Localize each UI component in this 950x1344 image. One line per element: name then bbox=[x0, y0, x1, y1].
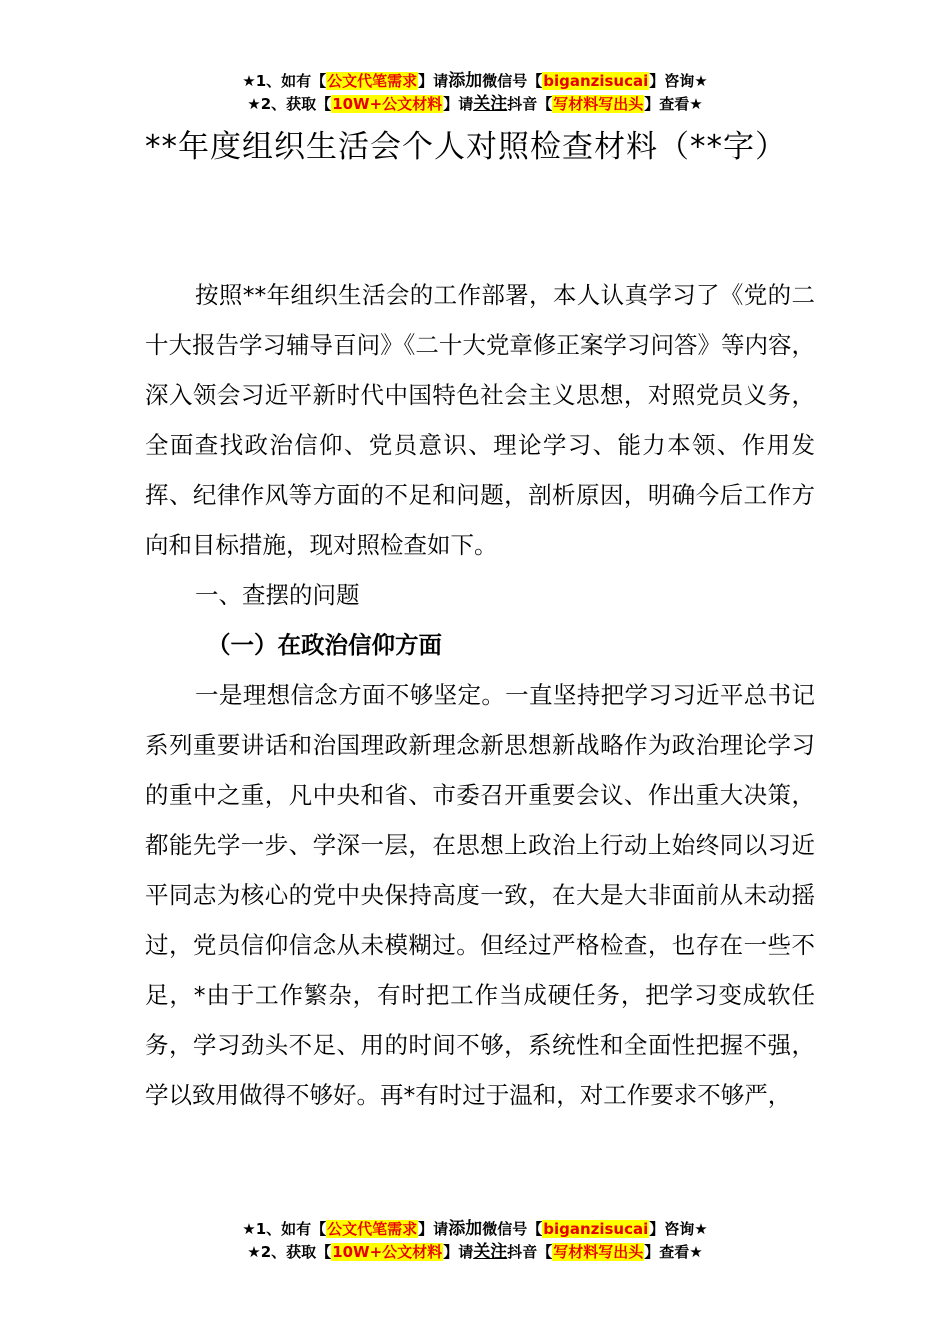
promo-emphasis: 关注 bbox=[473, 94, 508, 114]
promo-highlight: 公文代笔需求 bbox=[327, 72, 418, 90]
promo-text: 微信号【 bbox=[482, 72, 543, 90]
body-paragraph: 一是理想信念方面不够坚定。一直坚持把学习习近平总书记系列重要讲话和治国理政新理念新思想新战略作为政治理论学习的重中之重，凡中央和省、市委召开重要会议、作出重大决策，都能先学一步、学深一层，在思想上政治上行动上始终同以习近平同志为核心的党中央保持高度一致，在大是大非面前从未动摇过，党员信仰信念从未模糊过。但经过严格检查，也存在一些不足，*由于工作繁杂，有时把工作当成硬任务，把学习变成软任务，学习劲头不足、用的时间不够，系统性和全面性把握不强，学以致用做得不够好。再*有时过于温和，对工作要求不够严， bbox=[145, 681, 815, 1109]
subsection-heading: （一）在政治信仰方面 bbox=[207, 631, 442, 659]
promo-text: 】请 bbox=[418, 1220, 449, 1238]
promo-line-2 bbox=[0, 1241, 950, 1264]
promo-text: 抖音【 bbox=[507, 1243, 553, 1261]
promo-text: 】查看★ bbox=[644, 95, 703, 113]
promo-text: 抖音【 bbox=[507, 95, 553, 113]
promo-banner-bottom bbox=[0, 1218, 950, 1264]
promo-highlight-wechat-id: biganzisucai bbox=[543, 1220, 649, 1238]
promo-line-1 bbox=[0, 1218, 950, 1241]
promo-highlight-douyin-id: 写材料写出头 bbox=[553, 95, 644, 113]
promo-highlight-wechat-id: biganzisucai bbox=[543, 72, 649, 90]
promo-text: 】咨询★ bbox=[649, 1220, 708, 1238]
promo-highlight: 10W+公文材料 bbox=[332, 1243, 443, 1261]
promo-text: 】请 bbox=[418, 72, 449, 90]
promo-text: 】请 bbox=[443, 1243, 474, 1261]
promo-banner-top bbox=[0, 70, 950, 116]
promo-highlight-douyin-id: 写材料写出头 bbox=[553, 1243, 644, 1261]
promo-text: 】查看★ bbox=[644, 1243, 703, 1261]
promo-emphasis: 添加 bbox=[448, 1219, 483, 1239]
document-title: **年度组织生活会个人对照检查材料（**字） bbox=[145, 129, 787, 165]
promo-line-1 bbox=[0, 70, 950, 93]
document-body bbox=[145, 270, 815, 1120]
promo-text: ★2、获取【 bbox=[247, 1243, 332, 1261]
promo-highlight: 公文代笔需求 bbox=[327, 1220, 418, 1238]
promo-emphasis: 添加 bbox=[448, 71, 483, 91]
promo-text: ★1、如有【 bbox=[242, 1220, 327, 1238]
section-heading: 一、查摆的问题 bbox=[195, 581, 360, 609]
promo-line-2 bbox=[0, 93, 950, 116]
promo-text: ★2、获取【 bbox=[247, 95, 332, 113]
promo-text: 】咨询★ bbox=[649, 72, 708, 90]
intro-paragraph: 按照**年组织生活会的工作部署，本人认真学习了《党的二十大报告学习辅导百问》《二十大党章修正案学习问答》等内容，深入领会习近平新时代中国特色社会主义思想，对照党员义务，全面查找政治信仰、党员意识、理论学习、能力本领、作用发挥、纪律作风等方面的不足和问题，剖析原因，明确今后工作方向和目标措施，现对照检查如下。 bbox=[145, 281, 815, 559]
promo-text: ★1、如有【 bbox=[242, 72, 327, 90]
promo-text: 微信号【 bbox=[482, 1220, 543, 1238]
promo-emphasis: 关注 bbox=[473, 1242, 508, 1262]
promo-text: 】请 bbox=[443, 95, 474, 113]
promo-highlight: 10W+公文材料 bbox=[332, 95, 443, 113]
